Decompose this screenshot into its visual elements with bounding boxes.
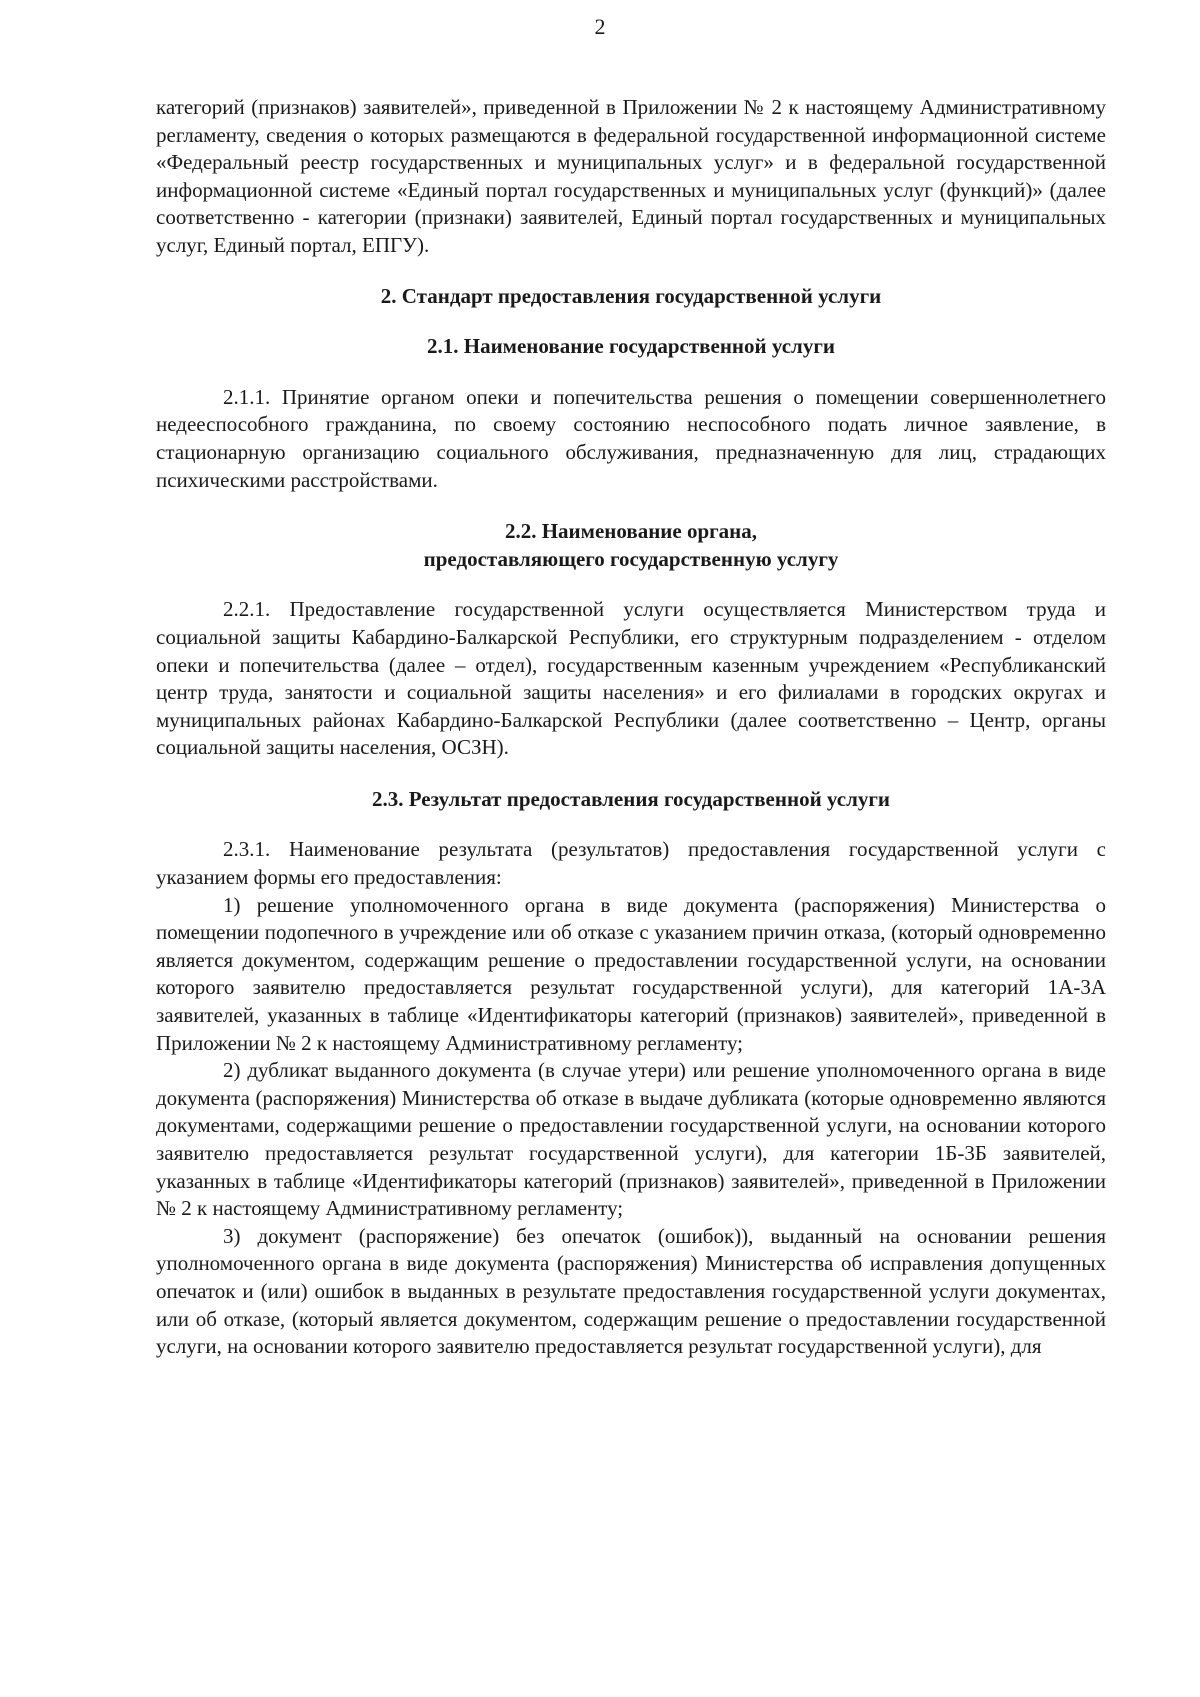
section-2-2-heading-line2: предоставляющего государственную услугу xyxy=(423,546,839,571)
section-2-2-heading-line1: 2.2. Наименование органа, xyxy=(504,519,758,544)
result-item-1: 1) решение уполномоченного органа в виде документа (распоряжения) Министерства о помещении подопечного в учреждение или об отказе с указанием причин отказа, (который одновременно является документом, содержащим решение о предоставлении государственной услуги, на основании которого заявителю предоставляется результат государственной услуги), для категорий 1А-3А заявителей, указанных в таблице «Идентификаторы категорий (признаков) заявителей», приведенной в Приложении № 2 к настоящему Административному регламенту; xyxy=(156,892,1106,1055)
paragraph-2-2-1: 2.2.1. Предоставление государственной услуги осуществляется Министерством труда и социальной защиты Кабардино-Балкарской Республики, его структурным подразделением - отделом опеки и попечительства (далее – отдел), государственным казенным учреждением «Республиканский центр труда, занятости и социальной защиты населения» и его филиалами в городских округах и муниципальных районах Кабардино-Балкарской Республики (далее соответственно – Центр, органы социальной защиты населения, ОСЗН). xyxy=(156,597,1106,760)
paragraph-2-1-1: 2.1.1. Принятие органом опеки и попечительства решения о помещении совершеннолетнего недееспособного гражданина, по своему состоянию неспособного подать личное заявление, в стационарную организацию социального обслуживания, предназначенную для лиц, страдающих психическими расстройствами. xyxy=(156,384,1106,492)
result-item-2: 2) дубликат выданного документа (в случае утери) или решение уполномоченного органа в виде документа (распоряжения) Министерства об отказе в выдаче дубликата (которые одновременно являются документами, содержащими решение о предоставлении государственной услуги, на основании которого заявителю предоставляется результат государственной услуги), для категории 1Б-3Б заявителей, указанных в таблице «Идентификаторы категорий (признаков) заявителей», приведенной в Приложении № 2 к настоящему Административному регламенту; xyxy=(156,1058,1106,1221)
result-item-3: 3) документ (распоряжение) без опечаток (ошибок)), выданный на основании решения уполномоченного органа в виде документа (распоряжения) Министерства об исправления допущенных опечаток и (или) ошибок в выданных в результате предоставления государственной услуги документах, или об отказе, (который является документом, содержащим решение о предоставлении государственной услуги, на основании которого заявителю предоставляется результат государственной услуги), для xyxy=(156,1223,1106,1359)
intro-paragraph: категорий (признаков) заявителей», приведенной в Приложении № 2 к настоящему Административному регламенту, сведения о которых размещаются в федеральной государственной информационной системе «Федеральный реестр государственных и муниципальных услуг» и в федеральной государственной информационной системе «Единый портал государственных и муниципальных услуг (функций)» (далее соответственно - категории (признаки) заявителей, Единый портал государственных и муниципальных услуг, Единый портал, ЕПГУ). xyxy=(156,95,1106,257)
document-body xyxy=(156,94,1106,1361)
section-2-3-heading: 2.3. Результат предоставления государственной услуги xyxy=(371,786,891,811)
page-number: 2 xyxy=(594,14,606,39)
paragraph-2-3-1: 2.3.1. Наименование результата (результатов) предоставления государственной услуги с указанием формы его предоставления: xyxy=(156,837,1106,890)
section-2-1-heading: 2.1. Наименование государственной услуги xyxy=(427,334,835,359)
section-2-heading: 2. Стандарт предоставления государственной услуги xyxy=(380,283,882,308)
